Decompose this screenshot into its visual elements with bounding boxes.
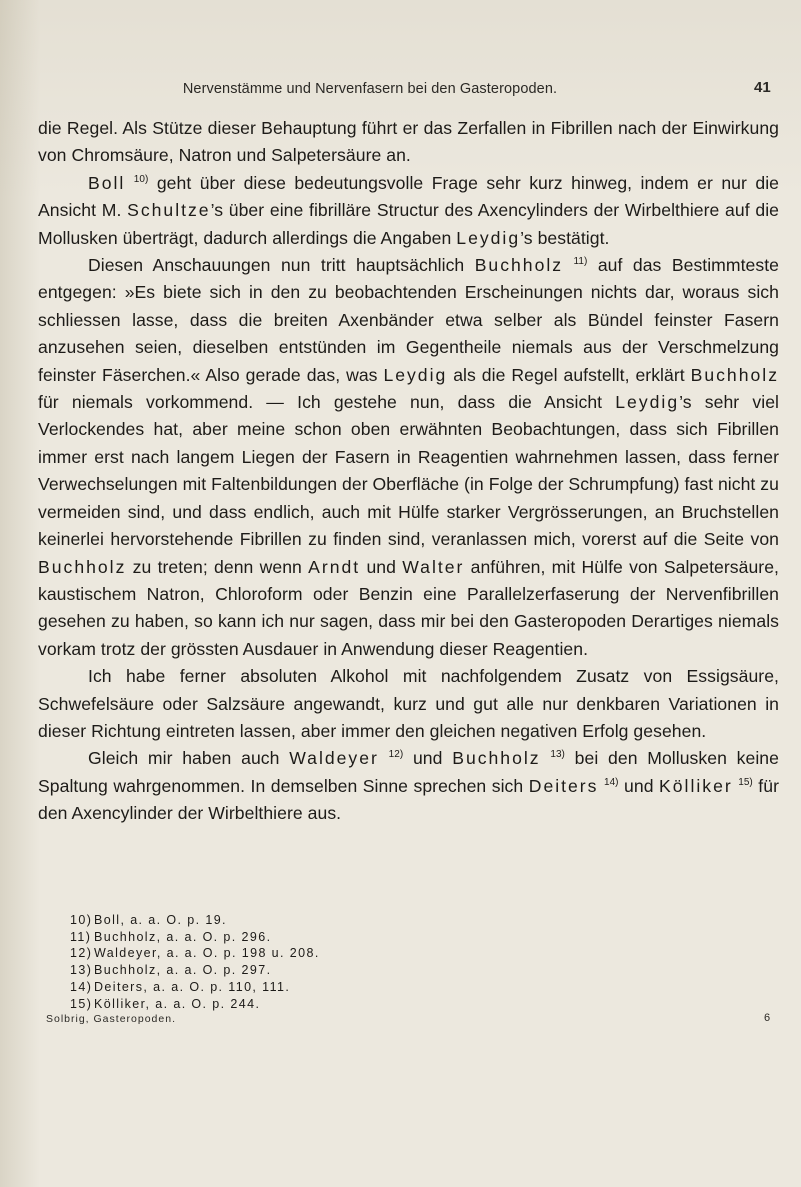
author-name-deiters: Deiters [528,775,599,796]
author-name-koelliker: Kölliker [659,775,733,796]
author-name-buchholz: Buchholz [690,364,779,385]
running-head: Nervenstämme und Nervenfasern bei den Gasteropoden. [182,81,558,97]
footnotes [70,912,770,1012]
author-name-leydig: Leydig [383,364,448,385]
footnote-ref-14: 14) [603,776,619,788]
author-name-walter: Walter [402,556,465,577]
footnote: 14) Deiters, a. a. O. p. 110, 111. [70,979,291,994]
author-name-buchholz: Buchholz [474,255,564,276]
author-name-waldeyer: Waldeyer [289,748,379,769]
footnote-ref-15: 15) [738,776,753,788]
paragraph-5: Gleich mir haben auch Waldeyer $^{12)}$ und Buchholz $^{13)}$ bei den Mollusken keine Spaltung wahrgenommen. In demselben Sinne sprechen sich Deiters $^{14)}$ und Kölliker $^{15)}$ für den Axencylinder der Wirbelthiere aus. [38,748,779,824]
printer-signature: Solbrig, Gasteropoden. [46,1013,176,1025]
author-name-leydig: Leydig [456,227,521,248]
footnote: 15) Kölliker, a. a. O. p. 244. [70,996,261,1011]
paragraph-1: die Regel. Als Stütze dieser Behauptung führt er das Zerfallen in Fibrillen nach der Einwirkung von Chromsäure, Natron und Salpetersäure an. [38,118,779,166]
footnote: 12) Waldeyer, a. a. O. p. 198 u. 208. [70,946,320,961]
paragraph-4: Ich habe ferner absoluten Alkohol mit nachfolgendem Zusatz von Essigsäure, Schwefelsäure oder Salzsäure angewandt, kurz und gut alle nur denkbaren Variationen in dieser Richtung eintreten lassen, aber immer den gleichen negativen Erfolg gesehen. [38,666,779,741]
author-name-boll: Boll [88,172,126,193]
author-name-arndt: Arndt [308,556,361,577]
footnote-ref-12: 12) [388,749,404,761]
footnote-ref-13: 13) [550,749,565,761]
author-name-buchholz: Buchholz [38,556,127,577]
paragraph-2: Boll $^{10)}$ geht über diese bedeutungsvolle Frage sehr kurz hinweg, indem er nur die Ansicht M. Schultze’s über eine fibrilläre Structur des Axencylinders der Wirbelthiere auf die Mollusken überträgt, dadurch allerdings die Angaben Leydig’s bestätigt. [38,172,779,248]
author-name-buchholz: Buchholz [452,748,541,769]
signature-mark-number: 6 [764,1012,771,1024]
footnote: 11) Buchholz, a. a. O. p. 296. [70,929,272,944]
footnote: 10) Boll, a. a. O. p. 19. [70,913,227,927]
paragraph-3: Diesen Anschauungen nun tritt hauptsächlich Buchholz $^{11)}$ auf das Bestimmteste entgegen: »Es biete sich in den zu beobachtenden Erscheinungen nichts dar, woraus sich schliessen lasse, dass die breiten Axenbänder etwa selber als Bündel feinster Fasern anzusehen seien, dieselben entstünden im Gegentheile niemals aus der Verschmelzung feinster Fäserchen.« Also gerade das, was Leydig als die Regel aufstellt, erklärt Buchholz für niemals vorkommend. — Ich gestehe nun, dass die Ansicht Leydig’s sehr viel Verlockendes hat, aber meine schon oben erwähnten Beobachtungen, dass sich Fibrillen immer erst nach langem Liegen der Fasern in Reagentien wahrnehmen lassen, dass ferner Verwechselungen mit Faltenbildungen der Oberfläche (in Folge der Schrumpfung) fast nicht zu vermeiden sind, und dass endlich, auch mit Hülfe starker Vergrösserungen, an Bruchstellen keinerlei hervorstehende Fibrillen zu finden sind, veranlassen mich, vorerst auf die Seite von Buchholz zu treten; denn wenn Arndt und Walter anführen, mit Hülfe von Salpetersäure, kaustischem Natron, Chloroform oder Benzin eine Parallelzerfaserung der Nervenfibrillen gesehen zu haben, so kann ich nur sagen, dass mir bei den Gasteropoden Derartiges niemals vorkam trotz der grössten Ausdauer in Anwendung dieser Reagentien. [38,255,779,659]
footnote-ref-10: 10) [133,173,149,185]
author-name-leydig: Leydig [615,392,680,413]
footnote: 13) Buchholz, a. a. O. p. 297. [70,963,272,978]
body-text [38,115,779,828]
author-name-schultze: Schultze [127,200,211,221]
footnote-ref-11: 11) [573,256,588,268]
page-number: 41 [754,79,771,96]
